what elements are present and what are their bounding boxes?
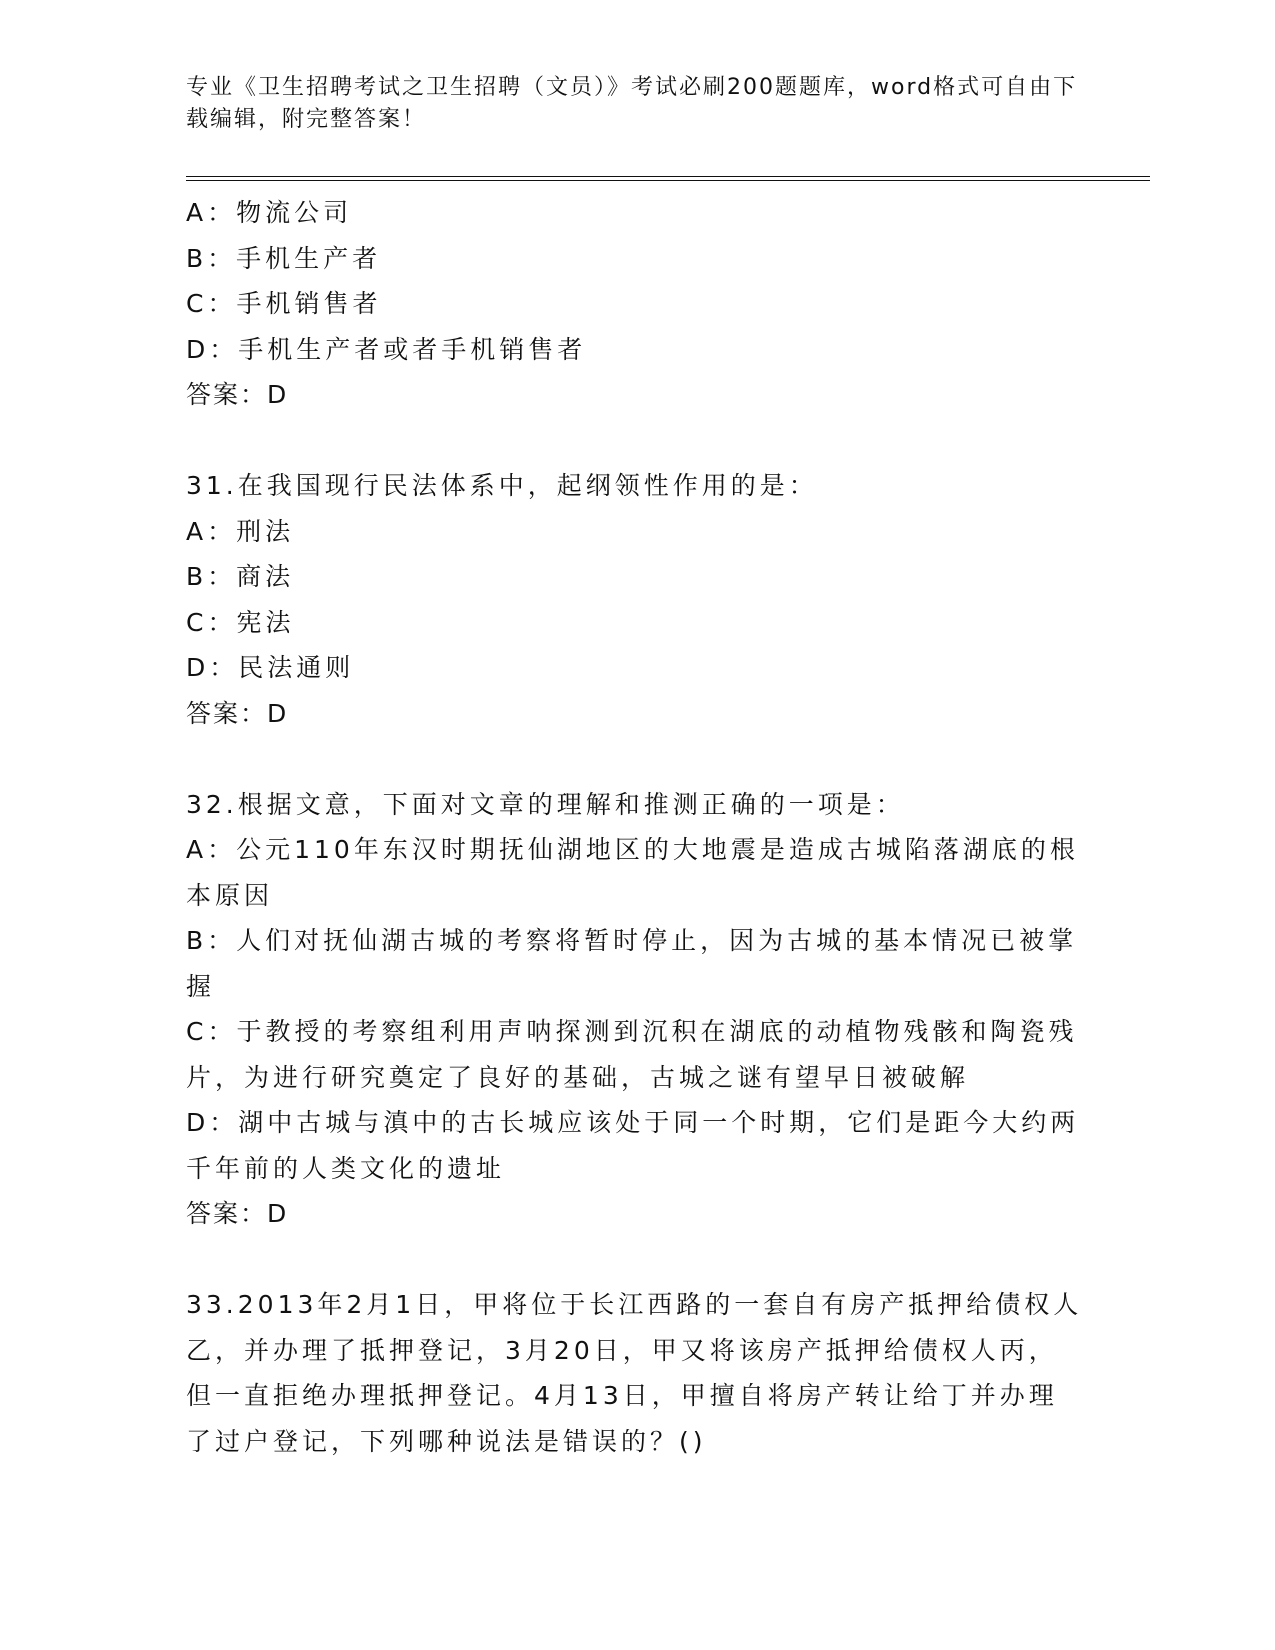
document-body [186,190,1086,1464]
question-30-block [186,190,1086,418]
block-spacer [186,1237,1086,1283]
question-32-block [186,782,1086,1237]
q31-option-d: D：民法通则 [186,653,355,682]
document-header [186,72,1086,136]
q31-option-a: A：刑法 [186,516,295,546]
q31-answer: 答案：D [186,698,289,728]
q31-question: 31.在我国现行民法体系中，起纲领性作用的是： [186,471,818,500]
q32-question: 32.根据文意，下面对文章的理解和推测正确的一项是： [186,789,905,819]
block-spacer [186,736,1086,782]
block-spacer [186,418,1086,464]
q32-option-c: C：于教授的考察组利用声呐探测到沉积在湖底的动植物残骸和陶瓷残片，为进行研究奠定了良好的基础，古城之谜有望早日被破解 [186,1017,1078,1092]
q31-option-c: C：宪法 [186,607,295,637]
q32-option-d: D：湖中古城与滇中的古长城应该处于同一个时期，它们是距今大约两千年前的人类文化的遗址 [186,1108,1080,1183]
q30-option-a: A：物流公司 [186,198,353,227]
q33-question: 33.2013年2月1日，甲将位于长江西路的一套自有房产抵押给债权人乙，并办理了抵押登记，3月20日，甲又将该房产抵押给债权人丙，但一直拒绝办理抵押登记。4月13日，甲擅自将房产转让给丁并办理了过户登记，下列哪种说法是错误的？() [186,1290,1083,1456]
header-divider [186,176,1150,181]
q30-option-d: D：手机生产者或者手机销售者 [186,334,587,364]
question-33-block [186,1282,1086,1464]
q32-answer: 答案：D [186,1199,289,1228]
q30-option-c: C：手机销售者 [186,289,382,318]
q30-answer: 答案：D [186,380,289,409]
q30-option-b: B：手机生产者 [186,243,382,273]
q32-option-b: B：人们对抚仙湖古城的考察将暂时停止，因为古城的基本情况已被掌握 [186,926,1078,1001]
question-31-block [186,463,1086,736]
header-title: 专业《卫生招聘考试之卫生招聘（文员）》考试必刷200题题库，word格式可自由下载编辑，附完整答案！ [186,75,1078,132]
q32-option-a: A：公元110年东汉时期抚仙湖地区的大地震是造成古城陷落湖底的根本原因 [186,835,1079,910]
q31-option-b: B：商法 [186,562,295,591]
